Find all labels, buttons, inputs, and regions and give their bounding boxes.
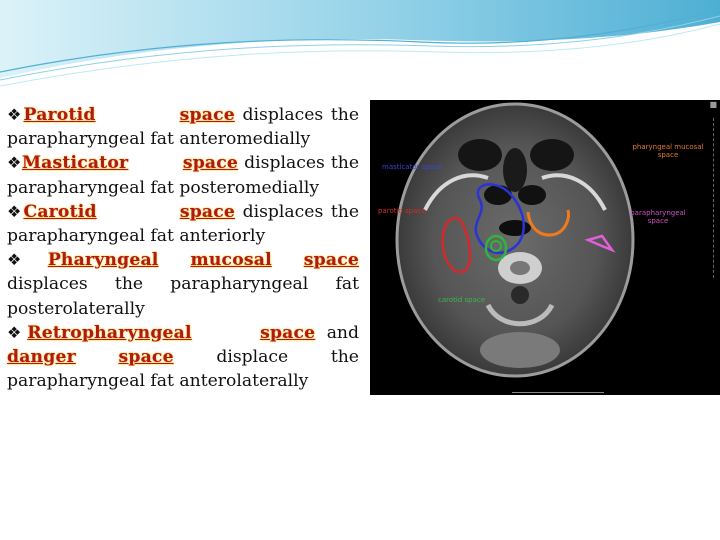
carotid-space-label: carotid space: [438, 296, 486, 304]
masticator-space-label: masticator space: [382, 163, 443, 171]
bullet-icon: ❖: [7, 322, 28, 342]
bullet-icon: ❖: [7, 250, 48, 270]
keyword: space: [179, 201, 236, 222]
bullet-icon: ❖: [7, 105, 24, 124]
keyword: space: [260, 322, 316, 343]
item-text: displaces the parapharyngeal fat posterolaterally: [7, 274, 359, 319]
keyword: Retropharyngeal: [27, 322, 192, 343]
content-text-block: [7, 103, 359, 393]
list-item: [7, 103, 359, 151]
keyword: Parotid: [23, 105, 96, 125]
scale-bar: [512, 389, 604, 393]
list-item: [7, 200, 359, 248]
keyword: space: [179, 105, 235, 125]
parapharyngeal-space-label: parapharyngeal space: [630, 209, 686, 225]
ct-scan-image: [370, 100, 720, 395]
item-text: displaces the parapharyngeal fat posteromedially: [7, 153, 360, 198]
keyword: space: [303, 250, 359, 271]
item-text: displace the parapharyngeal fat anterolaterally: [7, 347, 359, 392]
list-item: [7, 321, 359, 394]
list-item: [7, 248, 359, 321]
keyword: space: [182, 153, 239, 174]
list-item: [7, 151, 359, 199]
keyword: mucosal: [190, 250, 272, 271]
keyword: Carotid: [23, 201, 97, 222]
parotid-space-label: parotid space: [378, 207, 426, 215]
bullet-icon: ❖: [7, 153, 22, 173]
header-wave-decoration: [0, 0, 720, 90]
item-text: displaces the parapharyngeal fat anteriorly: [7, 201, 359, 247]
item-text: displaces the parapharyngeal fat anteromedially: [7, 105, 360, 150]
ruler-decoration: [713, 118, 717, 278]
keyword: Pharyngeal: [47, 250, 159, 271]
keyword: Masticator: [21, 153, 129, 174]
bullet-icon: ❖: [7, 201, 24, 221]
corner-marker-icon: ■: [709, 100, 717, 109]
keyword: danger: [7, 347, 76, 368]
pharyngeal-mucosal-space-label: pharyngeal mucosal space: [632, 143, 704, 159]
item-text: and: [326, 322, 360, 343]
keyword: space: [118, 347, 174, 368]
